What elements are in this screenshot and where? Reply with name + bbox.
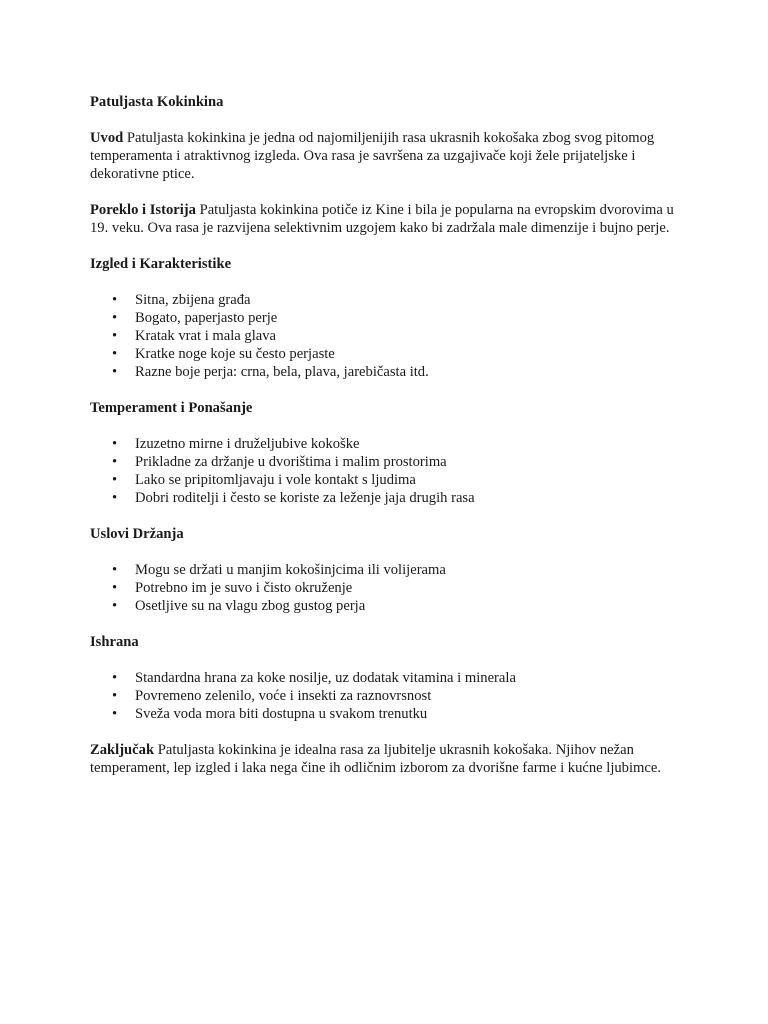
document-page — [90, 93, 690, 795]
appearance-list — [90, 291, 690, 381]
conclusion-text: Patuljasta kokinkina je idealna rasa za ljubitelje ukrasnih kokošaka. Njihov nežan temperament, lep izgled i laka nega čine ih odličnim izborom za dvorišne farme i kućne ljubimce. — [90, 742, 661, 776]
conditions-list — [90, 561, 690, 615]
nutrition-heading: Ishrana — [90, 634, 139, 650]
list-item: • Prikladne za držanje u dvorištima i malim prostorima — [135, 453, 690, 471]
intro-text: Patuljasta kokinkina je jedna od najomiljenijih rasa ukrasnih kokošaka zbog svog pitomog temperamenta i atraktivnog izgleda. Ova rasa je savršena za uzgajivače koji žele prijateljske i dekorativne ptice. — [90, 130, 655, 182]
temperament-heading: Temperament i Ponašanje — [90, 400, 253, 416]
origin-lead: Poreklo i Istorija — [90, 202, 196, 218]
list-item: • Standardna hrana za koke nosilje, uz dodatak vitamina i minerala — [135, 669, 690, 687]
document-title: Patuljasta Kokinkina — [90, 94, 224, 110]
list-item: • Mogu se držati u manjim kokošinjcima ili volijerama — [135, 561, 690, 579]
conditions-heading: Uslovi Držanja — [90, 526, 184, 542]
list-item: • Izuzetno mirne i druželjubive kokoške — [135, 435, 690, 453]
conclusion-paragraph — [90, 741, 690, 777]
list-item: • Lako se pripitomljavaju i vole kontakt s ljudima — [135, 471, 690, 489]
list-item: • Kratak vrat i mala glava — [135, 327, 690, 345]
list-item: • Osetljive su na vlagu zbog gustog perja — [135, 597, 690, 615]
list-item: • Bogato, paperjasto perje — [135, 309, 690, 327]
list-item: • Dobri roditelji i često se koriste za leženje jaja drugih rasa — [135, 489, 690, 507]
list-item: • Potrebno im je suvo i čisto okruženje — [135, 579, 690, 597]
conclusion-lead: Zaključak — [90, 742, 155, 758]
temperament-list — [90, 435, 690, 507]
appearance-heading: Izgled i Karakteristike — [90, 256, 232, 272]
origin-paragraph — [90, 201, 690, 237]
list-item: • Sitna, zbijena građa — [135, 291, 690, 309]
list-item: • Razne boje perja: crna, bela, plava, jarebičasta itd. — [135, 363, 690, 381]
intro-lead: Uvod — [90, 130, 124, 146]
intro-paragraph — [90, 129, 690, 183]
nutrition-list — [90, 669, 690, 723]
origin-text: Patuljasta kokinkina potiče iz Kine i bila je popularna na evropskim dvorovima u 19. veku. Ova rasa je razvijena selektivnim uzgojem kako bi zadržala male dimenzije i bujno perje. — [90, 202, 674, 236]
list-item: • Povremeno zelenilo, voće i insekti za raznovrsnost — [135, 687, 690, 705]
list-item: • Kratke noge koje su često perjaste — [135, 345, 690, 363]
list-item: • Sveža voda mora biti dostupna u svakom trenutku — [135, 705, 690, 723]
